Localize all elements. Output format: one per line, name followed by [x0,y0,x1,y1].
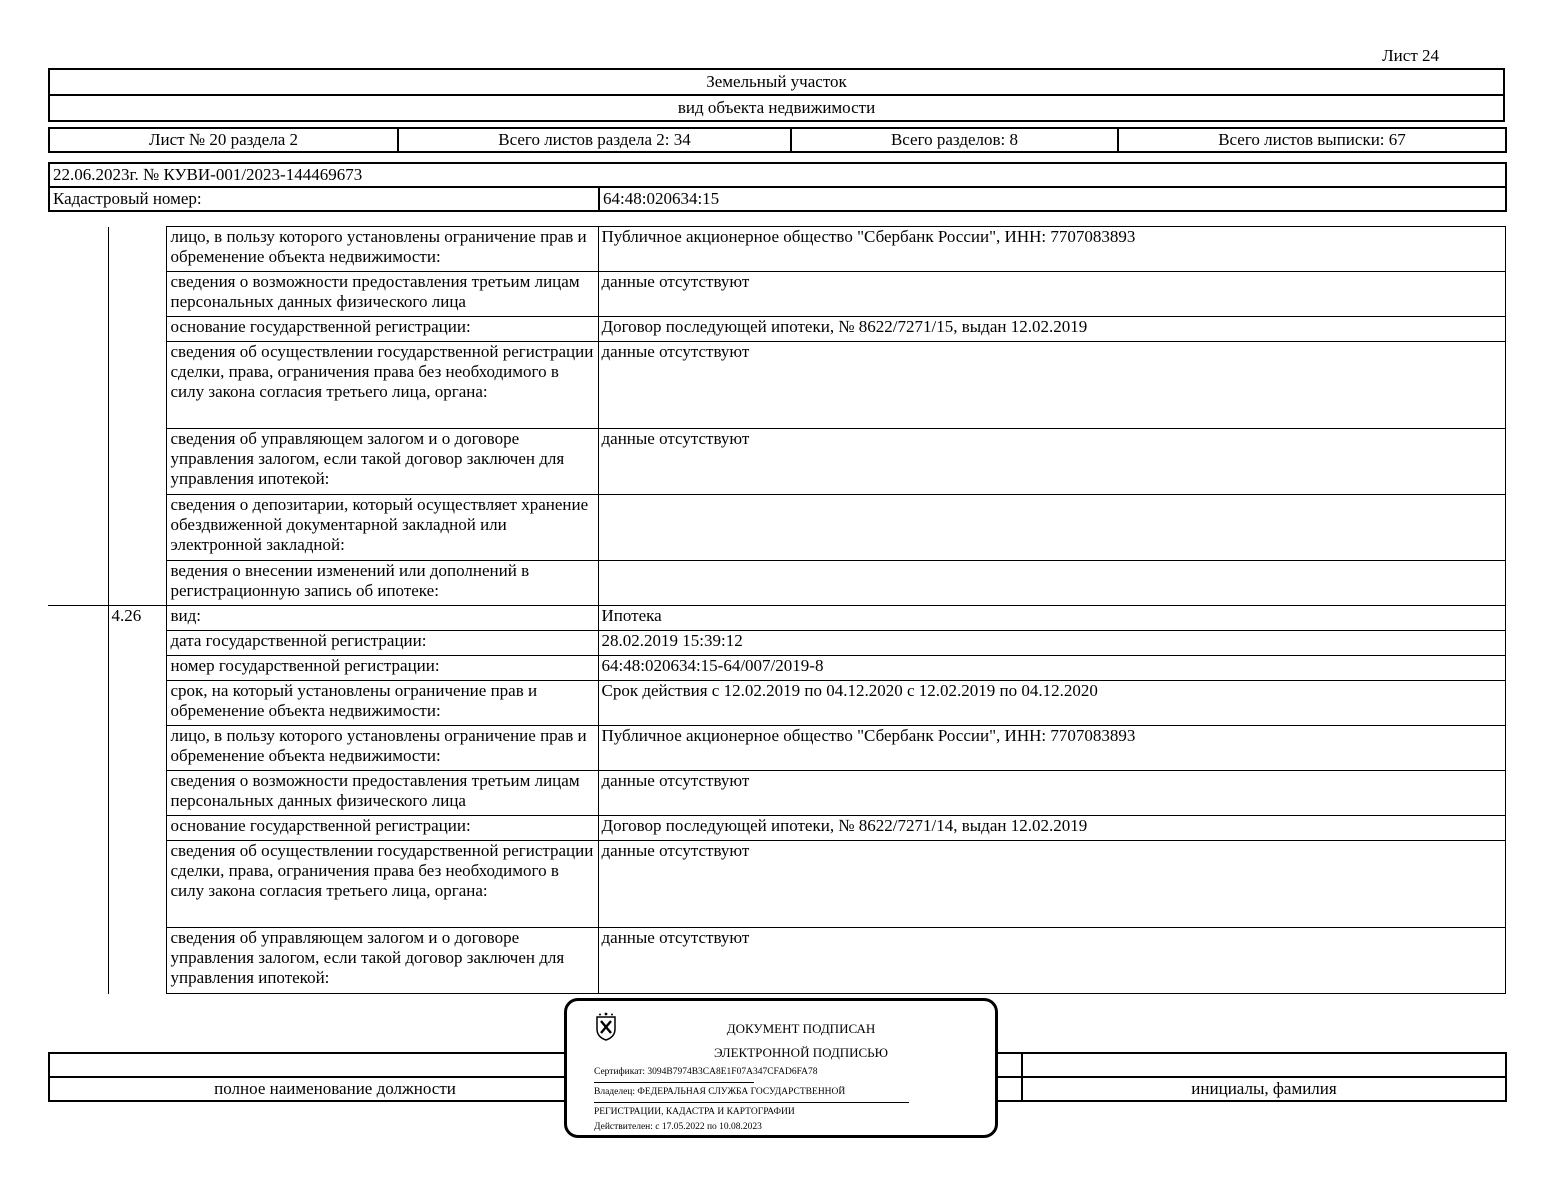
object-kind: вид объекта недвижимости [50,94,1503,120]
entry-number: 4.26 [108,606,166,994]
table-row [48,841,1505,928]
field-value: Договор последующей ипотеки, № 8622/7271/15, выдан 12.02.2019 [598,317,1505,342]
field-label: сведения об управляющем залогом и о договоре управления залогом, если такой договор заключен для управления ипотекой: [166,928,598,994]
stamp-underline [594,1082,754,1083]
field-label: срок, на который установлены ограничение прав и обременение объекта недвижимости: [166,681,598,726]
cadastral-label: Кадастровый номер: [49,187,599,211]
extract-header [48,162,1507,212]
position-label: полное наименование должности [49,1077,621,1101]
entry-number-blank [108,227,166,606]
initials-label: инициалы, фамилия [1022,1077,1506,1101]
field-value: 64:48:020634:15-64/007/2019-8 [598,656,1505,681]
field-value: данные отсутствуют [598,841,1505,928]
field-label: сведения о депозитарии, который осуществляет хранение обездвиженной документарной закладной или электронной закладной: [166,495,598,561]
table-row [48,771,1505,816]
initials-blank [1022,1053,1506,1077]
field-value: Публичное акционерное общество "Сбербанк России", ИНН: 7707083893 [598,227,1505,272]
stamp-certificate: Сертификат: 3094B7974B3CA8E1F07A347CFAD6FA78 [594,1067,818,1077]
object-title: Земельный участок [706,72,847,91]
section-sheets-total: Всего листов раздела 2: 34 [398,128,791,152]
stamp-owner-continued: РЕГИСТРАЦИИ, КАДАСТРА И КАРТОГРАФИИ [594,1107,795,1117]
table-row [48,726,1505,771]
field-value: данные отсутствуют [598,429,1505,495]
table-row [48,272,1505,317]
field-value: данные отсутствуют [598,771,1505,816]
field-value [598,561,1505,606]
field-value: Договор последующей ипотеки, № 8622/7271/14, выдан 12.02.2019 [598,816,1505,841]
position-blank [49,1053,621,1077]
field-label: лицо, в пользу которого установлены ограничение прав и обременение объекта недвижимости: [166,227,598,272]
table-row [48,928,1505,994]
electronic-signature-stamp [564,998,998,1138]
field-value: Публичное акционерное общество "Сбербанк России", ИНН: 7707083893 [598,726,1505,771]
field-label: сведения об осуществлении государственной регистрации сделки, права, ограничения права без необходимого в силу закона согласия третьего лица, органа: [166,342,598,429]
field-value: 28.02.2019 15:39:12 [598,631,1505,656]
extract-date-number: 22.06.2023г. № КУВИ-001/2023-144469673 [49,163,1506,187]
sheet-number: Лист 24 [1382,46,1439,65]
table-row [48,681,1505,726]
field-label: сведения о возможности предоставления третьим лицам персональных данных физического лица [166,771,598,816]
cadastral-value: 64:48:020634:15 [599,187,1506,211]
field-value: данные отсутствуют [598,342,1505,429]
field-label: сведения о возможности предоставления третьим лицам персональных данных физического лица [166,272,598,317]
table-row [48,561,1505,606]
field-label: дата государственной регистрации: [166,631,598,656]
field-value: Ипотека [598,606,1505,631]
field-label: сведения об осуществлении государственной регистрации сделки, права, ограничения права без необходимого в силу закона согласия третьего лица, органа: [166,841,598,928]
stamp-validity: Действителен: с 17.05.2022 по 10.08.2023 [594,1122,762,1132]
table-row [48,342,1505,429]
sheet-counts [48,127,1507,153]
field-label: основание государственной регистрации: [166,317,598,342]
field-value: Срок действия с 12.02.2019 по 04.12.2020 с 12.02.2019 по 04.12.2020 [598,681,1505,726]
field-value: данные отсутствуют [598,928,1505,994]
stamp-owner: Владелец: ФЕДЕРАЛЬНАЯ СЛУЖБА ГОСУДАРСТВЕННОЙ [594,1087,846,1097]
field-label: номер государственной регистрации: [166,656,598,681]
field-value [598,495,1505,561]
table-row [48,816,1505,841]
table-row [48,227,1505,272]
table-row [48,656,1505,681]
object-header [48,68,1505,122]
table-row [48,429,1505,495]
field-label: сведения об управляющем залогом и о договоре управления залогом, если такой договор заключен для управления ипотекой: [166,429,598,495]
table-row [48,495,1505,561]
table-row [48,631,1505,656]
stamp-line-2: ЭЛЕКТРОННОЙ ПОДПИСЬЮ [714,1045,888,1060]
field-label: ведения о внесении изменений или дополнений в регистрационную запись об ипотеке: [166,561,598,606]
extract-sheets-total: Всего листов выписки: 67 [1118,128,1506,152]
table-row [48,317,1505,342]
field-value: данные отсутствуют [598,272,1505,317]
table-row [48,606,1505,631]
encumbrance-table [48,226,1506,994]
sheet-of-section: Лист № 20 раздела 2 [49,128,398,152]
stamp-line-1: ДОКУМЕНТ ПОДПИСАН [726,1021,876,1036]
field-label: вид: [166,606,598,631]
stamp-underline [594,1102,909,1103]
sections-total: Всего разделов: 8 [791,128,1118,152]
field-label: лицо, в пользу которого установлены ограничение прав и обременение объекта недвижимости: [166,726,598,771]
field-label: основание государственной регистрации: [166,816,598,841]
